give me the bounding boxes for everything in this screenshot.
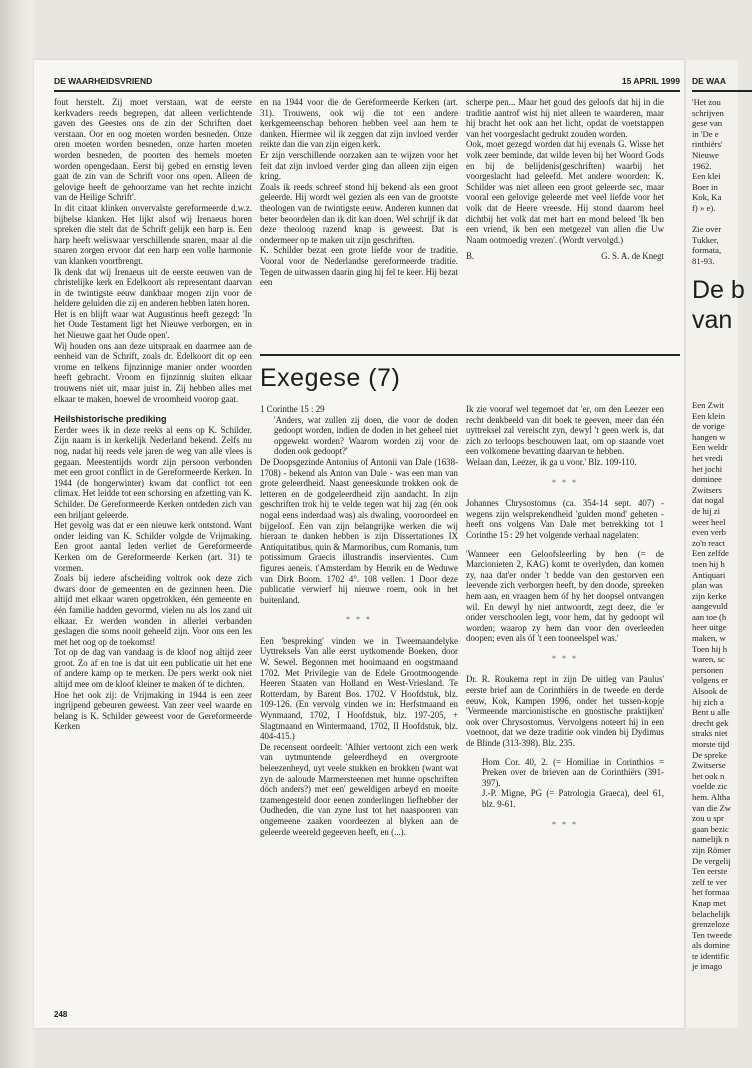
- next-page-column: [692, 97, 752, 335]
- next-page-line: Tukker,: [692, 234, 719, 245]
- issue-date: 15 APRIL 1999: [621, 76, 680, 86]
- book-spine: [0, 0, 34, 1068]
- next-page-line: weer heel: [692, 516, 726, 527]
- paragraph: Ik zie vooraf wel tegemoet dat 'er, om den Leezer een recht denkbeeld van dit boek te geeven, meer dan één uyttreksel zal vereischt zyn, dewyl 't geen werk is, dat zich zo terloops beschouwen laat, om op staande voet een volkomene bevatting daarvan te hebben.: [466, 404, 664, 457]
- next-page-line: aan toe (h: [692, 611, 727, 622]
- next-page-line: het ook n: [692, 770, 725, 781]
- next-page-line: belachelijk: [692, 908, 731, 919]
- next-page-line: de vorige: [692, 421, 725, 432]
- next-page-line: f) » e).: [692, 202, 716, 213]
- separator-stars: * * *: [552, 819, 578, 829]
- next-page-line: schrijven: [692, 107, 724, 118]
- next-page-line: Kok, Ka: [692, 192, 722, 203]
- paragraph: Er zijn verschillende oorzaken aan te wijzen voor het feit dat zijn invloed verder ging dan alleen zijn eigen kring.: [260, 149, 458, 182]
- next-page-heading-line: van: [692, 305, 733, 334]
- next-page-line: toen hij h: [692, 558, 725, 569]
- next-page-line: volgens er: [692, 675, 728, 686]
- next-page-line: gese van: [692, 118, 723, 129]
- next-page-line: het vredi: [692, 452, 723, 463]
- next-page-line: maken, w: [692, 633, 726, 644]
- exegese-column-b: [466, 404, 664, 840]
- next-page-line: het jochi: [692, 463, 723, 474]
- paragraph: Het is en blijft waar wat Augustinus heeft gezegd: 'In het Oude Testament ligt het Nieuwe verborgen, en in het Nieuwe gaat het Oude open'.: [54, 308, 252, 341]
- next-page-line: Knap met: [692, 897, 727, 908]
- publication-name: DE WAARHEIDSVRIEND: [54, 76, 153, 86]
- next-page-line: Een klein: [692, 410, 726, 421]
- paragraph: fout herstelt. Zij moet verstaan, wat de eerste kerkvaders reeds begrepen, dat alleen verlichtende gaven des Geestes ons de zin der Schriften doet verstaan. Oor en oog moeten worden besneden. Onze oren moeten worden besneden, onze harten moeten worden besneden, de poorten des hemels moeten worden opengedaan. Eerst bij gebed en ernstig leven gaat de zin van de Schrift voor ons open. Alleen de gelovige heeft de gehoorzame van het rechte inzicht van de Heilige Schrift'.: [54, 97, 252, 203]
- paragraph: K. Schilder bezat een grote liefde voor de traditie. Vooral voor de Nederlandse gereformeerde traditie. Tegen de uitwassen daarin ging hij fel te keer. Hij bezat een: [260, 245, 458, 288]
- paragraph: De Doopsgezinde Antonius of Antonii van Dale (1638-1708) - bekend als Anton van Dale - was een man van grote geleerdheid. Naast geneeskunde trokken ook de letteren en de godgeleerdheid zijn aandacht. In zijn geschriften trok hij te velde tegen wat hij zag (én ook nogal eens inderdaad was) als dwaling, vooroordeel en bijgeloof. Een van zijn belangrijke werken die wij hieraan te danken hebben is zijn Dissertationes IX Antiquitatibus, quin & Marmoribus, cum Romanis, tum potissimum Graecis illustrandis inservientes. Cum figures aeneis. t'Amsterdam by Henrik en de Weduwe van Dirk Boom. 1702 4°. 108 vellen. 1 Door deze publicatie verwierf hij nieuwe roem, ook in het buitenland.: [260, 456, 458, 605]
- next-page-line: 1962.: [692, 160, 712, 171]
- next-page-line: De spreke: [692, 749, 727, 760]
- next-page-line: dat nogal: [692, 495, 725, 506]
- next-page-line: je imago: [692, 961, 723, 972]
- section-divider: [260, 354, 680, 356]
- next-page-line: Nieuwe: [692, 149, 720, 160]
- page-header: [54, 76, 680, 90]
- next-page-edge: [686, 60, 745, 1028]
- column-2: [260, 97, 458, 288]
- separator-stars: * * *: [346, 615, 372, 625]
- paragraph: Ik denk dat wij Irenaeus uit de eerste eeuwen van de christelijke kerk en Edelkoort als representant daarvan in de twintigste eeuw dankbaar mogen zijn voor de heldere geluiden die zij en anderen hebben laten horen.: [54, 266, 252, 309]
- page-number: 248: [54, 1010, 68, 1019]
- separator-stars: * * *: [552, 477, 578, 487]
- next-page-header: DE WAA: [692, 76, 726, 86]
- next-page-line: Een klei: [692, 171, 721, 182]
- next-page-line: Ten eerste: [692, 866, 728, 877]
- next-page-line: morste tijd: [692, 739, 730, 749]
- paragraph: 'Wanneer een Geloofsleerling by hen (= de Marcionieten 2, KAG) komt te overlyden, dan komen zy, naa dat'er onder 't bedde van den gestorven een leevende zich verborgen heeft, by den doode, spreeken hem aan, en vraagen hem óf hy het doopsel ontvangen wil. En dewyl hy niet antwoordt, zegt deez, die 'er onder verschoolen legt, voor hem, dat hy gedoopt wil worden; waarop zy hem dan voor den overleeden doopen; even als óf 't een tooneelspel was.': [466, 548, 664, 644]
- next-page-line: hij zich a: [692, 696, 724, 707]
- signature: [466, 251, 664, 262]
- next-page-line: Bent u alle: [692, 707, 730, 718]
- next-page-line: Ten tweede: [692, 929, 732, 940]
- next-page-line: zou u spr: [692, 813, 724, 824]
- next-page-line: Zwitsers: [692, 484, 722, 495]
- next-page-line: 'Het zou: [692, 97, 721, 107]
- next-page-line: zelf te ver: [692, 876, 727, 887]
- next-page-line: in 'De e: [692, 128, 719, 139]
- next-page-line: even verb: [692, 527, 727, 538]
- exegese-column-a: [260, 404, 458, 837]
- next-page-line: zijn Römer: [692, 844, 731, 855]
- next-page-line: plan was: [692, 580, 723, 591]
- next-page-line: zo'n react: [692, 537, 726, 548]
- next-page-line: Een Zwit: [692, 400, 725, 410]
- paragraph: Zoals ik reeds schreef stond hij bekend als een groot geleerde. Hij wordt wel gezien als een van de grootste theologen van de twintigste eeuw. Anderen kunnen dat beter beoordelen dan ik dit kan doen. Wel schrijf ik dat deze theoloog razend knap is geweest. Dat is ondermeer op te maken uit zijn geschriften.: [260, 181, 458, 245]
- paragraph: scherpe pen... Maar het goud des geloofs dat hij in die traditie aantrof wist hij niet alleen te waarderen, maar hij bracht het ook aan het licht, opdat de voetstappen van het voorgeslacht gedrukt zouden worden.: [466, 97, 664, 139]
- next-page-line: formata,: [692, 245, 722, 256]
- signature-initial: B.: [466, 251, 475, 262]
- paragraph: Hoe het ook zij: de Vrijmaking in 1944 is een zeer ingrijpend gebeuren geweest. Van zeer veel waarde en belang is K. Schilder geweest voor de Gereformeerde Kerken: [54, 689, 252, 732]
- next-page-line: [692, 214, 752, 225]
- article-title: Exegese (7): [260, 364, 401, 392]
- next-page-line: grenzeloze: [692, 919, 730, 930]
- next-page-line: Zie over: [692, 224, 722, 235]
- next-page-line: Alsook de: [692, 686, 728, 697]
- paragraph: Tot op de dag van vandaag is de kloof nog altijd zeer groot. Zo af en toe is dat uit een publicatie uit het ene of andere kamp op te merken. De pers werkt ook niet altijd mee om de kloof kleiner te maken óf te dichten.: [54, 647, 252, 690]
- paragraph: De recensent oordeelt: 'Alhier vertoont zich een werk van uytmuntende geleerdheyd en overgroote beleezenheyd, uyt veele stukken en brokken (want wat zyn de aaloude Marmersteenen met hunne opschriften dóch anders?) met een' geweldigen arbeyd en moeite tzamengesteld door eenen zonderlingen liefhebber der Oudheden, die van zyne lust tot het naaspooren van ongemeene zaaken voordeezen al blyken aan de geleerde weereld gegeeven heeft, en (...).: [260, 741, 458, 837]
- paragraph: Dr. R. Roukema rept in zijn De uitleg van Paulus' eerste brief aan de Corinthiërs in de tweede en derde eeuw, Kok, Kampen 1996, onder het tussen-kopje 'Vermeende marcionistische en gnostische praktijken' ook over Chrysostomus. Vervolgens noteert hij in een voetnoot, dat we deze traditie ook vinden bij Dydimus de Blinde (313-398). Blz. 235.: [466, 674, 664, 749]
- paragraph: en na 1944 voor die de Gereformeerde Kerken (art. 31). Trouwens, ook wij die tot een andere kerkgemeenschap behoren hebben veel aan hem te danken. Hiermee wil ik zeggen dat zijn invloed verder reikte dan die van zijn eigen kerk.: [260, 97, 458, 150]
- next-page-line: Toen hij h: [692, 643, 728, 654]
- separator-stars: * * *: [552, 653, 578, 663]
- footnote: Hom Cor. 40, 2. (= Homiliae in Corinthios = Preken over de brieven aan de Corinthiërs (391-397).: [482, 756, 664, 788]
- paragraph: Het gevolg was dat er een nieuwe kerk ontstond. Want onder leiding van K. Schilder volgde de Vrijmaking. Een groot aantal leden verliet de Gereformeerde Kerken om de Gereformeerde Kerken (art. 31) te vormen.: [54, 520, 252, 573]
- next-page-line: als domine: [692, 940, 730, 951]
- paragraph: Welaan dan, Leezer, ik ga u voor.' Blz. 109-110.: [466, 456, 637, 467]
- next-page-line: van die Zw: [692, 802, 732, 813]
- next-page-line: drecht gek: [692, 717, 729, 728]
- next-page-line: heer uitge: [692, 622, 727, 633]
- next-page-line: aangevuld: [692, 601, 728, 612]
- next-page-line: dominee: [692, 474, 722, 485]
- next-page-line: de hij zi: [692, 505, 720, 516]
- next-page-heading-line: De b: [692, 275, 745, 304]
- next-page-line: te identific: [692, 950, 730, 961]
- next-page-line: Een weldr: [692, 442, 728, 453]
- next-page-line: Zwitserse: [692, 760, 726, 771]
- paragraph: Een 'bespreking' vinden we in Tweemaandelyke Uyttreksels Van alle eerst uytkomende Boeken, door W. Sewel. Begonnen met hooimaand en oogstmaand 1702. Met Privilegie van de Edele Grootmoogende Heeren Staaten van Holland en West-Vriesland. Te Rotterdam, by Barent Bos. 1702. V Hoofdstuk, blz. 109-126. (En vervolg vinden we in: Herfstmaand en Wynmaand, 1702, I Hoofdstuk, blz. 197-205, + Slagtmaand en Wintermaand, 1702, II Hoofdstuk, blz. 404-415.): [260, 635, 458, 742]
- next-page-line: Antiquari: [692, 569, 726, 580]
- author-name: G. S. A. de Knegt: [601, 251, 664, 262]
- paragraph: Zoals bij iedere afscheiding voltrok ook deze zich dwars door de gemeenten en de gezinnen heen. Die altijd met elkaar waren opgetrokken, één gemeente en één familie hadden gevormd, vielen nu als los zand uit elkaar. Er werden wonden in allerlei verbanden geslagen die soms nooit geheeld zijn. Voor ons een les met het oog op de toekomst!: [54, 573, 252, 647]
- next-page-line: zijn kerke: [692, 590, 727, 601]
- next-page-line: personen: [692, 664, 724, 675]
- next-page-line: Een zelfde: [692, 548, 729, 559]
- next-page-line: straks niet: [692, 728, 728, 739]
- paragraph: Wij houden ons aan deze uitspraak en daarmee aan de eenheid van de Schrift, zoals dr. Edelkoort dit op een vrome en telkens fijnzinnige manier onder woorden heeft gebracht. Vroom en fijnzinnig sluiten elkaar trouwens niet uit, maar juist in. Zij hebben alles met elkaar te maken, hoewel de vroomheid voorop gaat.: [54, 340, 252, 404]
- next-page-lines-bottom: [692, 400, 752, 972]
- next-page-line: hangen w: [692, 431, 726, 442]
- next-page-line: hem. Altha: [692, 791, 731, 802]
- header-rule: [54, 90, 680, 92]
- next-page-lines-top: [692, 97, 752, 267]
- next-page-line: De vergelij: [692, 855, 731, 866]
- column-3: [466, 97, 664, 262]
- magazine-page: [34, 60, 684, 1028]
- next-page-heading: [692, 275, 752, 335]
- next-page-line: gaan bezic: [692, 823, 729, 834]
- scripture-reference: 1 Corinthe 15 : 29: [260, 404, 325, 414]
- next-page-line: rinthiërs': [692, 139, 723, 150]
- next-page-line: waren, sc: [692, 654, 725, 665]
- next-page-line: het formaa: [692, 887, 730, 898]
- column-1: [54, 97, 252, 732]
- section-subheading: Heilshistorische prediking: [54, 414, 167, 425]
- scripture-quote: 'Anders, wat zullen zij doen, die voor de doden gedoopt worden, indien de doden in het geheel niet opgewekt worden? Waarom worden zij voor de doden ook gedoopt?': [274, 414, 458, 457]
- paragraph: Eerder wees ik in deze reeks al eens op K. Schilder. Zijn naam is in kerkelijk Nederland bekend. Zelfs nu nog, nadat hij reeds vele jaren de weg van alle vlees is gegaan. Meestentijds wordt zijn persoon verbonden met een groot conflict in de Gereformeerde Kerken. In 1944 (de hongerwinter) kwam dat conflict tot een climax. Het leidde tot een schorsing en afzetting van K. Schilder. De Gereformeerde Kerken ontdeden zich van een briljant geleerde.: [54, 424, 252, 520]
- paragraph: Johannes Chrysostomus (ca. 354-14 sept. 407) - wegens zijn welsprekendheid 'gulden mond' geheten - heeft ons volgens Van Dale met betrekking tot 1 Corinthe 15 : 29 het volgende verhaal nagelaten:: [466, 498, 664, 540]
- footnote: J.-P. Migne, PG (= Patrologia Graeca), deel 61, blz. 9-61.: [482, 788, 664, 809]
- next-page-line: 81-93.: [692, 255, 715, 266]
- next-header-rule: [692, 90, 752, 92]
- paragraph: In dit citaat klinken onvervalste gereformeerde d.w.z. bijbelse klanken. Het lijkt alsof wij Irenaeus horen spreken die stelt dat de Schrift gelijk een harp is. Een harp heeft weliswaar verschillende snaren, maar al die snaren zorgen ervoor dat een harp een volle harmonie van klanken voortbrengt.: [54, 202, 252, 266]
- next-page-line: namelijk n: [692, 834, 729, 845]
- next-page-line: Boer in: [692, 181, 718, 192]
- next-page-line: voelde zic: [692, 781, 728, 792]
- paragraph: Ook, moet gezegd worden dat hij evenals G. Wisse het volk zeer beminde, dat wilde leven bij het Woord Gods en bij de belijdenis(geschriften) waarbij het voorgeslacht had geleefd. Met andere woorden: K. Schilder was niet alleen een groot geleerde sec, maar vooral een gelovige geleerde met veel liefde voor het volk dat de Heere vreesde. Hij stond daarom heel dichtbij het volk dat met hart en mond beleed 'Ik ben een vriend, ik ben een metgezel van allen die Uw Naam ootmoedig vrezen'. (Wordt vervolgd.): [466, 139, 664, 245]
